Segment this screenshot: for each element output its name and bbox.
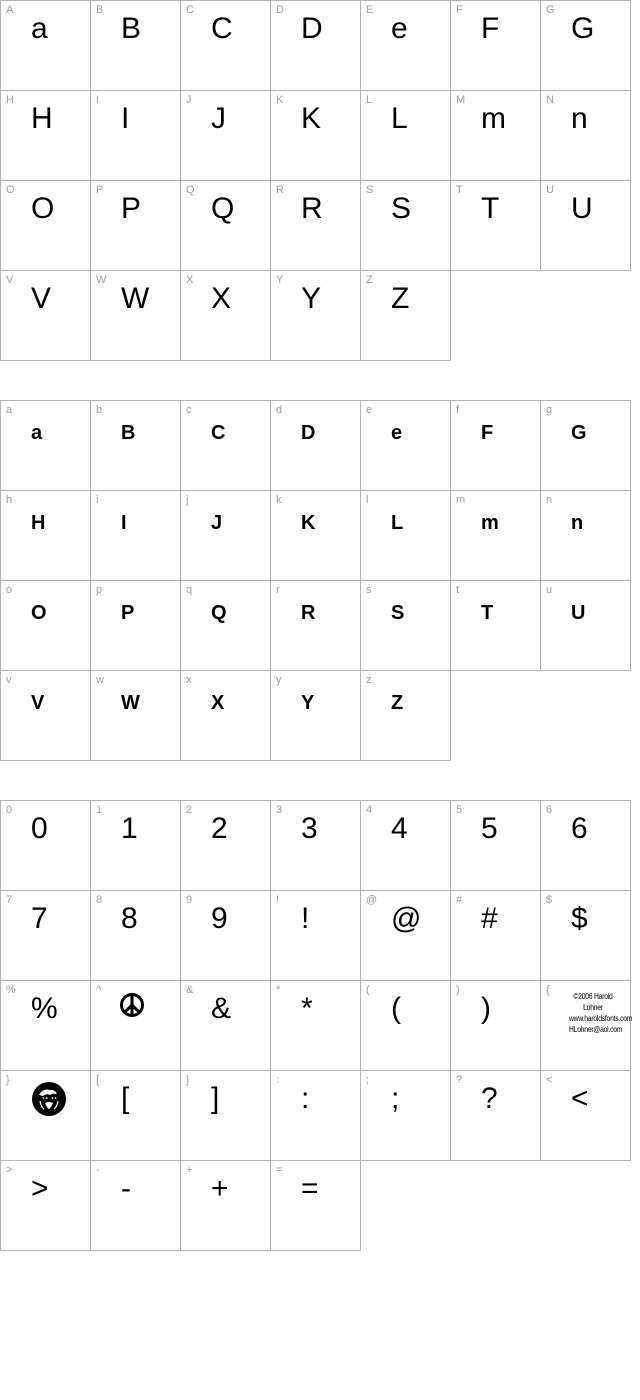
glyph-cell bbox=[0, 270, 91, 361]
key-label: N bbox=[546, 94, 554, 106]
glyph-cell bbox=[270, 400, 361, 491]
key-label: Z bbox=[366, 274, 373, 286]
key-label: 0 bbox=[6, 804, 13, 816]
glyph-cell bbox=[0, 400, 91, 491]
glyph-cell bbox=[360, 890, 451, 981]
glyph-cell bbox=[540, 400, 631, 491]
key-label: S bbox=[366, 184, 374, 196]
glyph-sample: S bbox=[391, 192, 412, 225]
key-label: A bbox=[6, 4, 14, 16]
glyph-sample: P bbox=[121, 192, 142, 225]
glyph-sample: G bbox=[571, 12, 595, 45]
key-label: ! bbox=[276, 894, 280, 906]
glyph-cell bbox=[540, 490, 631, 581]
glyph-sample: K bbox=[301, 102, 322, 135]
key-label: j bbox=[186, 494, 189, 506]
key-label: q bbox=[186, 584, 193, 596]
key-label: : bbox=[276, 1074, 280, 1086]
key-label: G bbox=[546, 4, 555, 16]
key-label: R bbox=[276, 184, 284, 196]
glyph-cell bbox=[0, 180, 91, 271]
glyph-sample: X bbox=[211, 692, 225, 714]
glyph-sample: C bbox=[211, 12, 233, 45]
glyph-cell bbox=[540, 90, 631, 181]
glyph-cell bbox=[450, 490, 541, 581]
key-label: u bbox=[546, 584, 553, 596]
glyph-sample: ; bbox=[391, 1082, 400, 1115]
key-label: ? bbox=[456, 1074, 463, 1086]
symbols-grid bbox=[0, 800, 631, 1251]
glyph-sample: ] bbox=[211, 1082, 220, 1115]
glyph-cell bbox=[270, 890, 361, 981]
glyph-cell bbox=[360, 400, 451, 491]
key-label: - bbox=[96, 1164, 100, 1176]
glyph-cell bbox=[450, 0, 541, 91]
glyph-cell bbox=[450, 980, 541, 1071]
glyph-sample: 2 bbox=[211, 812, 228, 845]
glyph-cell bbox=[450, 580, 541, 671]
glyph-sample: W bbox=[121, 282, 150, 315]
key-label: < bbox=[546, 1074, 553, 1086]
key-label: $ bbox=[546, 894, 553, 906]
glyph-cell bbox=[270, 180, 361, 271]
key-label: M bbox=[456, 94, 466, 106]
uppercase-grid bbox=[0, 0, 631, 361]
glyph-sample: O bbox=[31, 602, 47, 624]
glyph-cell bbox=[0, 580, 91, 671]
key-label: y bbox=[276, 674, 282, 686]
glyph-cell bbox=[90, 400, 181, 491]
key-label: X bbox=[186, 274, 194, 286]
glyph-sample: J bbox=[211, 512, 223, 534]
key-label: O bbox=[6, 184, 15, 196]
key-label: ) bbox=[456, 984, 460, 996]
glyph-cell bbox=[90, 1070, 181, 1161]
glyph-cell bbox=[360, 980, 451, 1071]
key-label: s bbox=[366, 584, 372, 596]
key-label: a bbox=[6, 404, 13, 416]
glyph-sample: V bbox=[31, 282, 52, 315]
glyph-sample: ? bbox=[481, 1082, 498, 1115]
key-label: z bbox=[366, 674, 372, 686]
key-label: p bbox=[96, 584, 103, 596]
glyph-sample: B bbox=[121, 422, 136, 444]
glyph-sample: K bbox=[301, 512, 316, 534]
glyph-cell bbox=[360, 90, 451, 181]
glyph-cell bbox=[540, 890, 631, 981]
key-label: I bbox=[96, 94, 100, 106]
key-label: # bbox=[456, 894, 463, 906]
key-label: 1 bbox=[96, 804, 103, 816]
key-label: i bbox=[96, 494, 99, 506]
glyph-sample: F bbox=[481, 422, 494, 444]
glyph-sample: Q bbox=[211, 192, 235, 225]
glyph-sample: - bbox=[121, 1172, 131, 1205]
glyph-sample: V bbox=[31, 692, 45, 714]
key-label: L bbox=[366, 94, 373, 106]
glyph-cell bbox=[180, 1160, 271, 1251]
key-label: w bbox=[96, 674, 104, 686]
key-label: U bbox=[546, 184, 554, 196]
glyph-sample: W bbox=[121, 692, 140, 714]
glyph-cell bbox=[270, 670, 361, 761]
glyph-cell bbox=[540, 980, 631, 1071]
glyph-sample: n bbox=[571, 512, 584, 534]
key-label: % bbox=[6, 984, 16, 996]
glyph-sample: D bbox=[301, 422, 316, 444]
glyph-sample: m bbox=[481, 102, 506, 135]
glyph-sample: ( bbox=[391, 992, 401, 1025]
key-label: + bbox=[186, 1164, 193, 1176]
key-label: E bbox=[366, 4, 374, 16]
key-label: g bbox=[546, 404, 553, 416]
lowercase-grid bbox=[0, 400, 631, 761]
glyph-cell bbox=[180, 90, 271, 181]
key-label: W bbox=[96, 274, 107, 286]
glyph-sample: $ bbox=[571, 902, 588, 935]
glyph-cell bbox=[180, 0, 271, 91]
glyph-sample: I bbox=[121, 512, 127, 534]
glyph-sample: P bbox=[121, 602, 135, 624]
glyph-cell bbox=[0, 980, 91, 1071]
key-label: F bbox=[456, 4, 463, 16]
glyph-cell bbox=[180, 1070, 271, 1161]
key-label: J bbox=[186, 94, 192, 106]
key-label: P bbox=[96, 184, 104, 196]
glyph-sample: a bbox=[31, 12, 48, 45]
glyph-cell bbox=[0, 0, 91, 91]
glyph-cell bbox=[270, 0, 361, 91]
glyph-cell bbox=[270, 1160, 361, 1251]
glyph-cell bbox=[180, 580, 271, 671]
key-label: t bbox=[456, 584, 460, 596]
key-label: ] bbox=[186, 1074, 190, 1086]
glyph-cell bbox=[0, 800, 91, 891]
key-label: r bbox=[276, 584, 280, 596]
glyph-cell bbox=[90, 270, 181, 361]
glyph-cell bbox=[540, 580, 631, 671]
glyph-sample: T bbox=[481, 602, 494, 624]
glyph-cell bbox=[90, 90, 181, 181]
glyph-sample: 9 bbox=[211, 902, 228, 935]
glyph-sample: O bbox=[31, 192, 55, 225]
glyph-sample: < bbox=[571, 1082, 589, 1115]
glyph-cell bbox=[450, 890, 541, 981]
key-label: b bbox=[96, 404, 103, 416]
key-label: l bbox=[366, 494, 369, 506]
glyph-cell bbox=[540, 0, 631, 91]
glyph-cell bbox=[0, 890, 91, 981]
glyph-cell bbox=[90, 980, 181, 1071]
key-label: f bbox=[456, 404, 460, 416]
key-label: ^ bbox=[96, 984, 102, 996]
glyph-cell bbox=[0, 490, 91, 581]
key-label: 4 bbox=[366, 804, 373, 816]
glyph-sample: U bbox=[571, 192, 593, 225]
glyph-sample: Z bbox=[391, 692, 404, 714]
glyph-cell bbox=[540, 180, 631, 271]
glyph-sample: @ bbox=[391, 902, 422, 935]
glyph-cell bbox=[540, 1070, 631, 1161]
key-label: V bbox=[6, 274, 14, 286]
glyph-sample: 0 bbox=[31, 812, 48, 845]
glyph-cell bbox=[450, 800, 541, 891]
key-label: & bbox=[186, 984, 194, 996]
glyph-cell bbox=[0, 670, 91, 761]
key-label: { bbox=[546, 984, 550, 996]
glyph-cell bbox=[270, 580, 361, 671]
glyph-sample: : bbox=[301, 1082, 310, 1115]
glyph-cell bbox=[90, 0, 181, 91]
glyph-sample: 4 bbox=[391, 812, 408, 845]
glyph-sample: J bbox=[211, 102, 226, 135]
glyph-sample: R bbox=[301, 602, 316, 624]
key-label: 6 bbox=[546, 804, 553, 816]
glyph-sample: S bbox=[391, 602, 405, 624]
glyph-cell bbox=[90, 490, 181, 581]
key-label: 3 bbox=[276, 804, 283, 816]
key-label: o bbox=[6, 584, 13, 596]
glyph-cell bbox=[180, 890, 271, 981]
glyph-cell bbox=[180, 400, 271, 491]
credit-line: ©2006 Harold Lohner bbox=[573, 991, 613, 1012]
glyph-cell bbox=[450, 400, 541, 491]
key-label: n bbox=[546, 494, 553, 506]
glyph-sample: * bbox=[301, 992, 313, 1025]
peace-sign-icon bbox=[119, 992, 145, 1018]
glyph-cell bbox=[270, 270, 361, 361]
glyph-sample: m bbox=[481, 512, 499, 534]
key-label: 2 bbox=[186, 804, 193, 816]
key-label: ( bbox=[366, 984, 370, 996]
glyph-cell bbox=[360, 490, 451, 581]
glyph-sample: C bbox=[211, 422, 226, 444]
key-label: ; bbox=[366, 1074, 370, 1086]
glyph-sample: = bbox=[301, 1172, 319, 1205]
glyph-cell bbox=[90, 580, 181, 671]
glyph-sample: H bbox=[31, 102, 53, 135]
glyph-sample: L bbox=[391, 512, 404, 534]
glyph-cell bbox=[360, 580, 451, 671]
glyph-cell bbox=[90, 1160, 181, 1251]
glyph-cell bbox=[90, 670, 181, 761]
glyph-cell bbox=[90, 890, 181, 981]
glyph-cell bbox=[360, 800, 451, 891]
glyph-cell bbox=[270, 1070, 361, 1161]
key-label: K bbox=[276, 94, 284, 106]
portrait-circle-icon bbox=[31, 1081, 67, 1117]
key-label: > bbox=[6, 1164, 13, 1176]
key-label: v bbox=[6, 674, 12, 686]
key-label: 9 bbox=[186, 894, 193, 906]
glyph-cell bbox=[450, 1070, 541, 1161]
glyph-sample: 5 bbox=[481, 812, 498, 845]
glyph-sample: Y bbox=[301, 692, 315, 714]
glyph-sample: + bbox=[211, 1172, 229, 1205]
glyph-cell bbox=[180, 670, 271, 761]
glyph-sample: 3 bbox=[301, 812, 318, 845]
glyph-cell bbox=[450, 90, 541, 181]
key-label: } bbox=[6, 1074, 10, 1086]
credit-line: HLohner@aol.com bbox=[569, 1024, 623, 1034]
glyph-sample: a bbox=[31, 422, 43, 444]
glyph-sample: F bbox=[481, 12, 500, 45]
key-label: H bbox=[6, 94, 14, 106]
key-label: [ bbox=[96, 1074, 100, 1086]
glyph-cell bbox=[180, 490, 271, 581]
glyph-sample: ! bbox=[301, 902, 310, 935]
glyph-cell bbox=[360, 0, 451, 91]
glyph-sample: 1 bbox=[121, 812, 138, 845]
glyph-sample: [ bbox=[121, 1082, 130, 1115]
glyph-sample: B bbox=[121, 12, 142, 45]
glyph-sample: R bbox=[301, 192, 323, 225]
credit-text bbox=[569, 991, 633, 1035]
key-label: d bbox=[276, 404, 283, 416]
glyph-cell bbox=[270, 90, 361, 181]
glyph-cell bbox=[360, 670, 451, 761]
glyph-cell bbox=[180, 270, 271, 361]
glyph-sample: L bbox=[391, 102, 408, 135]
glyph-cell bbox=[270, 800, 361, 891]
glyph-cell bbox=[0, 90, 91, 181]
glyph-sample: Y bbox=[301, 282, 322, 315]
glyph-sample: G bbox=[571, 422, 587, 444]
key-label: = bbox=[276, 1164, 283, 1176]
glyph-sample: T bbox=[481, 192, 500, 225]
glyph-cell bbox=[270, 980, 361, 1071]
glyph-sample: % bbox=[31, 992, 58, 1025]
key-label: c bbox=[186, 404, 192, 416]
glyph-sample: e bbox=[391, 12, 408, 45]
glyph-sample: I bbox=[121, 102, 130, 135]
glyph-sample: 7 bbox=[31, 902, 48, 935]
key-label: Y bbox=[276, 274, 284, 286]
glyph-sample: # bbox=[481, 902, 498, 935]
glyph-sample: Q bbox=[211, 602, 227, 624]
glyph-cell bbox=[540, 800, 631, 891]
key-label: * bbox=[276, 984, 281, 996]
key-label: @ bbox=[366, 894, 378, 906]
glyph-cell bbox=[0, 1160, 91, 1251]
glyph-sample: & bbox=[211, 992, 232, 1025]
glyph-cell bbox=[450, 180, 541, 271]
glyph-cell bbox=[270, 490, 361, 581]
glyph-sample: X bbox=[211, 282, 232, 315]
key-label: 5 bbox=[456, 804, 463, 816]
glyph-sample: ) bbox=[481, 992, 491, 1025]
key-label: D bbox=[276, 4, 284, 16]
key-label: B bbox=[96, 4, 104, 16]
glyph-cell bbox=[90, 180, 181, 271]
glyph-cell bbox=[360, 180, 451, 271]
key-label: C bbox=[186, 4, 194, 16]
key-label: 8 bbox=[96, 894, 103, 906]
key-label: h bbox=[6, 494, 13, 506]
key-label: x bbox=[186, 674, 192, 686]
credit-line: www.haroldsfonts.com bbox=[569, 1013, 633, 1023]
glyph-sample: U bbox=[571, 602, 586, 624]
key-label: 7 bbox=[6, 894, 13, 906]
key-label: Q bbox=[186, 184, 195, 196]
key-label: k bbox=[276, 494, 282, 506]
glyph-cell bbox=[90, 800, 181, 891]
glyph-sample: e bbox=[391, 422, 403, 444]
key-label: e bbox=[366, 404, 373, 416]
glyph-sample: 8 bbox=[121, 902, 138, 935]
glyph-sample: Z bbox=[391, 282, 410, 315]
key-label: m bbox=[456, 494, 466, 506]
glyph-sample: H bbox=[31, 512, 46, 534]
key-label: T bbox=[456, 184, 463, 196]
glyph-sample: n bbox=[571, 102, 588, 135]
glyph-cell bbox=[0, 1070, 91, 1161]
glyph-cell bbox=[180, 180, 271, 271]
glyph-cell bbox=[360, 270, 451, 361]
glyph-sample: D bbox=[301, 12, 323, 45]
glyph-cell bbox=[360, 1070, 451, 1161]
glyph-cell bbox=[180, 980, 271, 1071]
glyph-cell bbox=[180, 800, 271, 891]
glyph-sample: > bbox=[31, 1172, 49, 1205]
glyph-sample: 6 bbox=[571, 812, 588, 845]
